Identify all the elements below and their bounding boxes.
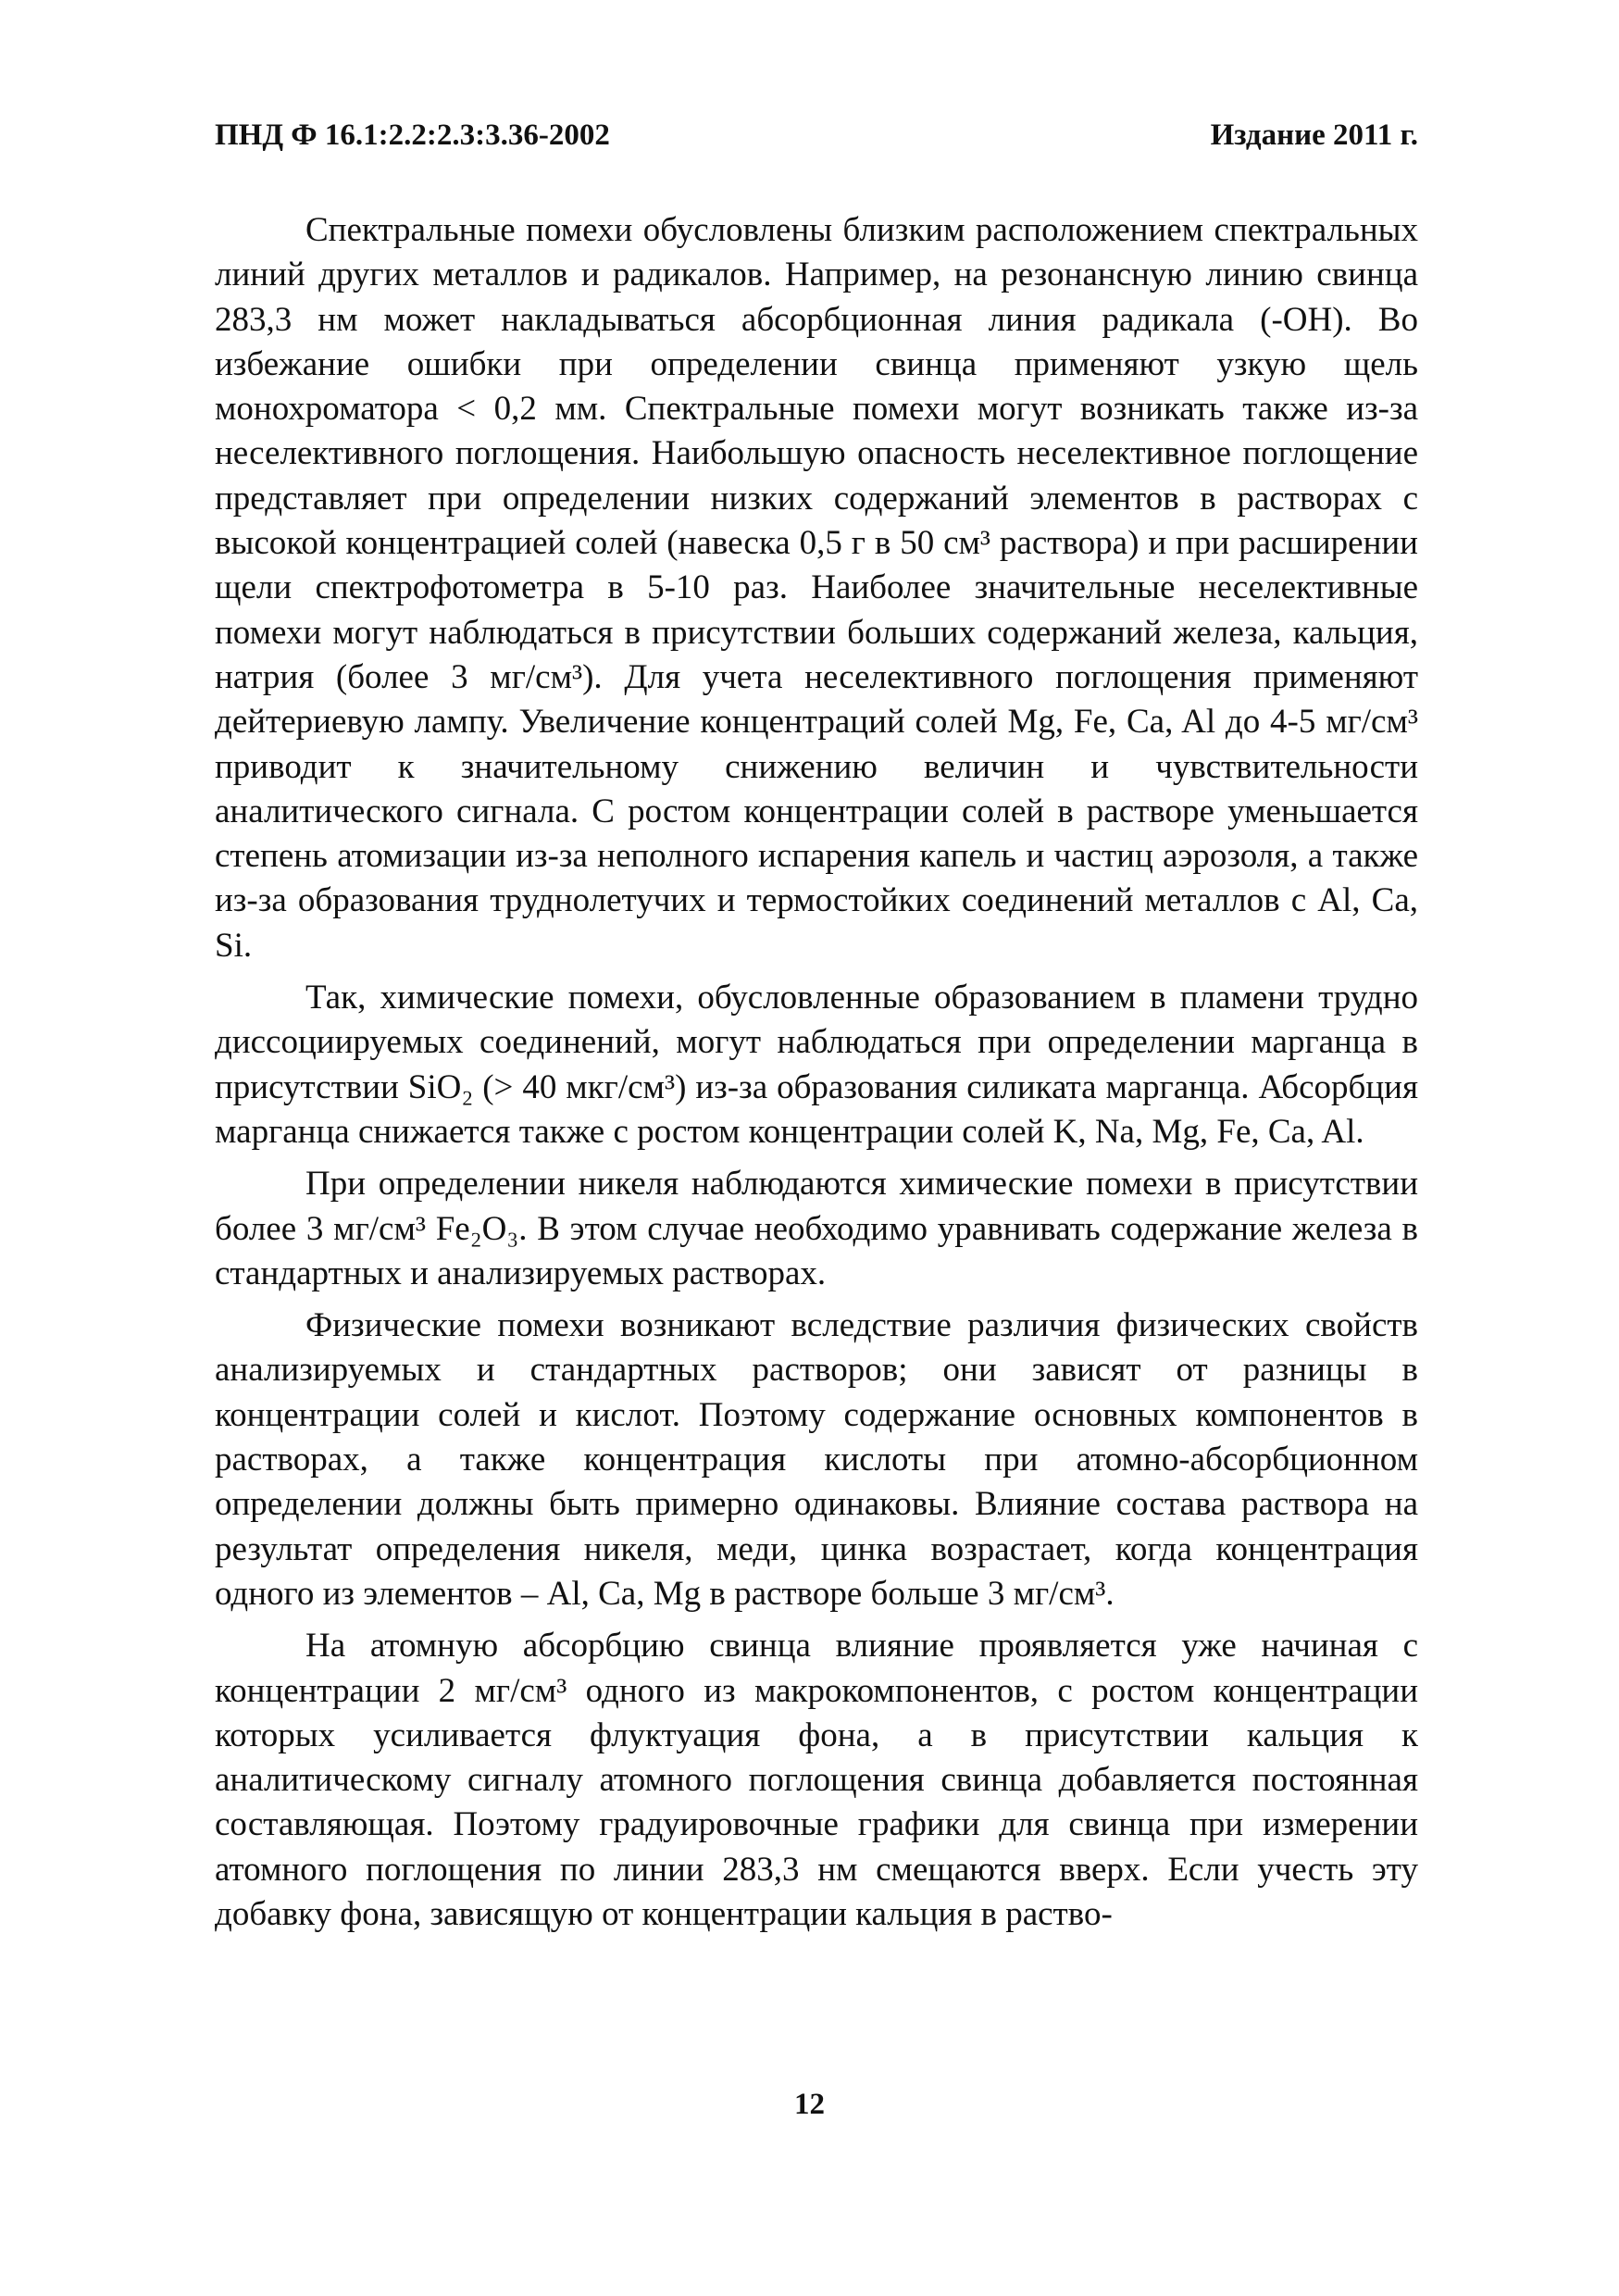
edition-label: Издание 2011 г. (1210, 119, 1418, 152)
page-header (215, 119, 1418, 165)
paragraph-nickel-interference: При определении никеля наблюдаются химические помехи в присутствии более 3 мг/см³ Fe₂O₃. В этом случае необходимо уравнивать содержание железа в стандартных и анализируемых растворах. (215, 1165, 1418, 1292)
paragraph-spectral-interference: Спектральные помехи обусловлены близким расположением спектральных линий других металлов и радикалов. Например, на резонансную линию свинца 283,3 нм может накладываться абсорбционная линия радикала (-ОН). Во избежание ошибки при определении свинца применяют узкую щель монохроматора < 0,2 мм. Спектральные помехи могут возникать также из-за неселективного поглощения. Наибольшую опасность неселективное поглощение представляет при определении низких содержаний элементов в растворах с высокой концентрацией солей (навеска 0,5 г в 50 см³ раствора) и при расширении щели спектрофотометра в 5-10 раз. Наиболее значительные неселективные помехи могут наблюдаться в присутствии больших содержаний железа, кальция, натрия (более 3 мг/см³). Для учета неселективного поглощения применяют дейтериевую лампу. Увеличение концентраций солей Mg, Fe, Ca, Al до 4-5 мг/см³ приводит к значительному снижению величин и чувствительности аналитического сигнала. С ростом концентрации солей в растворе уменьшается степень атомизации из-за неполного испарения капель и частиц аэрозоля, а также из-за образования труднолетучих и термостойких соединений металлов с Al, Ca, Si. (215, 211, 1418, 965)
body-text (215, 208, 1418, 1944)
paragraph-chemical-interference-manganese: Так, химические помехи, обусловленные образованием в пламени трудно диссоциируемых соединений, могут наблюдаться при определении марганца в присутствии SiO₂ (> 40 мкг/см³) из-за образования силиката марганца. Абсорбция марганца снижается также с ростом концентрации солей K, Na, Mg, Fe, Ca, Al. (215, 979, 1418, 1151)
paragraph-physical-interference: Физические помехи возникают вследствие различия физических свойств анализируемых и стандартных растворов; они зависят от разницы в концентрации солей и кислот. Поэтому содержание основных компонентов в растворах, а также концентрация кислоты при атомно-абсорбционном определении должны быть примерно одинаковы. Влияние состава раствора на результат определения никеля, меди, цинка возрастает, когда концентрация одного из элементов – Al, Ca, Mg в растворе больше 3 мг/см³. (215, 1306, 1418, 1613)
page-number: 12 (794, 2088, 825, 2121)
paragraph-lead-absorption: На атомную абсорбцию свинца влияние проявляется уже начиная с концентрации 2 мг/см³ одного из макрокомпонентов, с ростом концентрации которых усиливается флуктуация фона, а в присутствии кальция к аналитическому сигналу атомного поглощения свинца добавляется постоянная составляющая. Поэтому градуировочные графики для свинца при измерении атомного поглощения по линии 283,3 нм смещаются вверх. Если учесть эту добавку фона, зависящую от концентрации кальция в раство- (215, 1627, 1418, 1933)
document-code: ПНД Ф 16.1:2.2:2.3:3.36-2002 (215, 119, 610, 152)
